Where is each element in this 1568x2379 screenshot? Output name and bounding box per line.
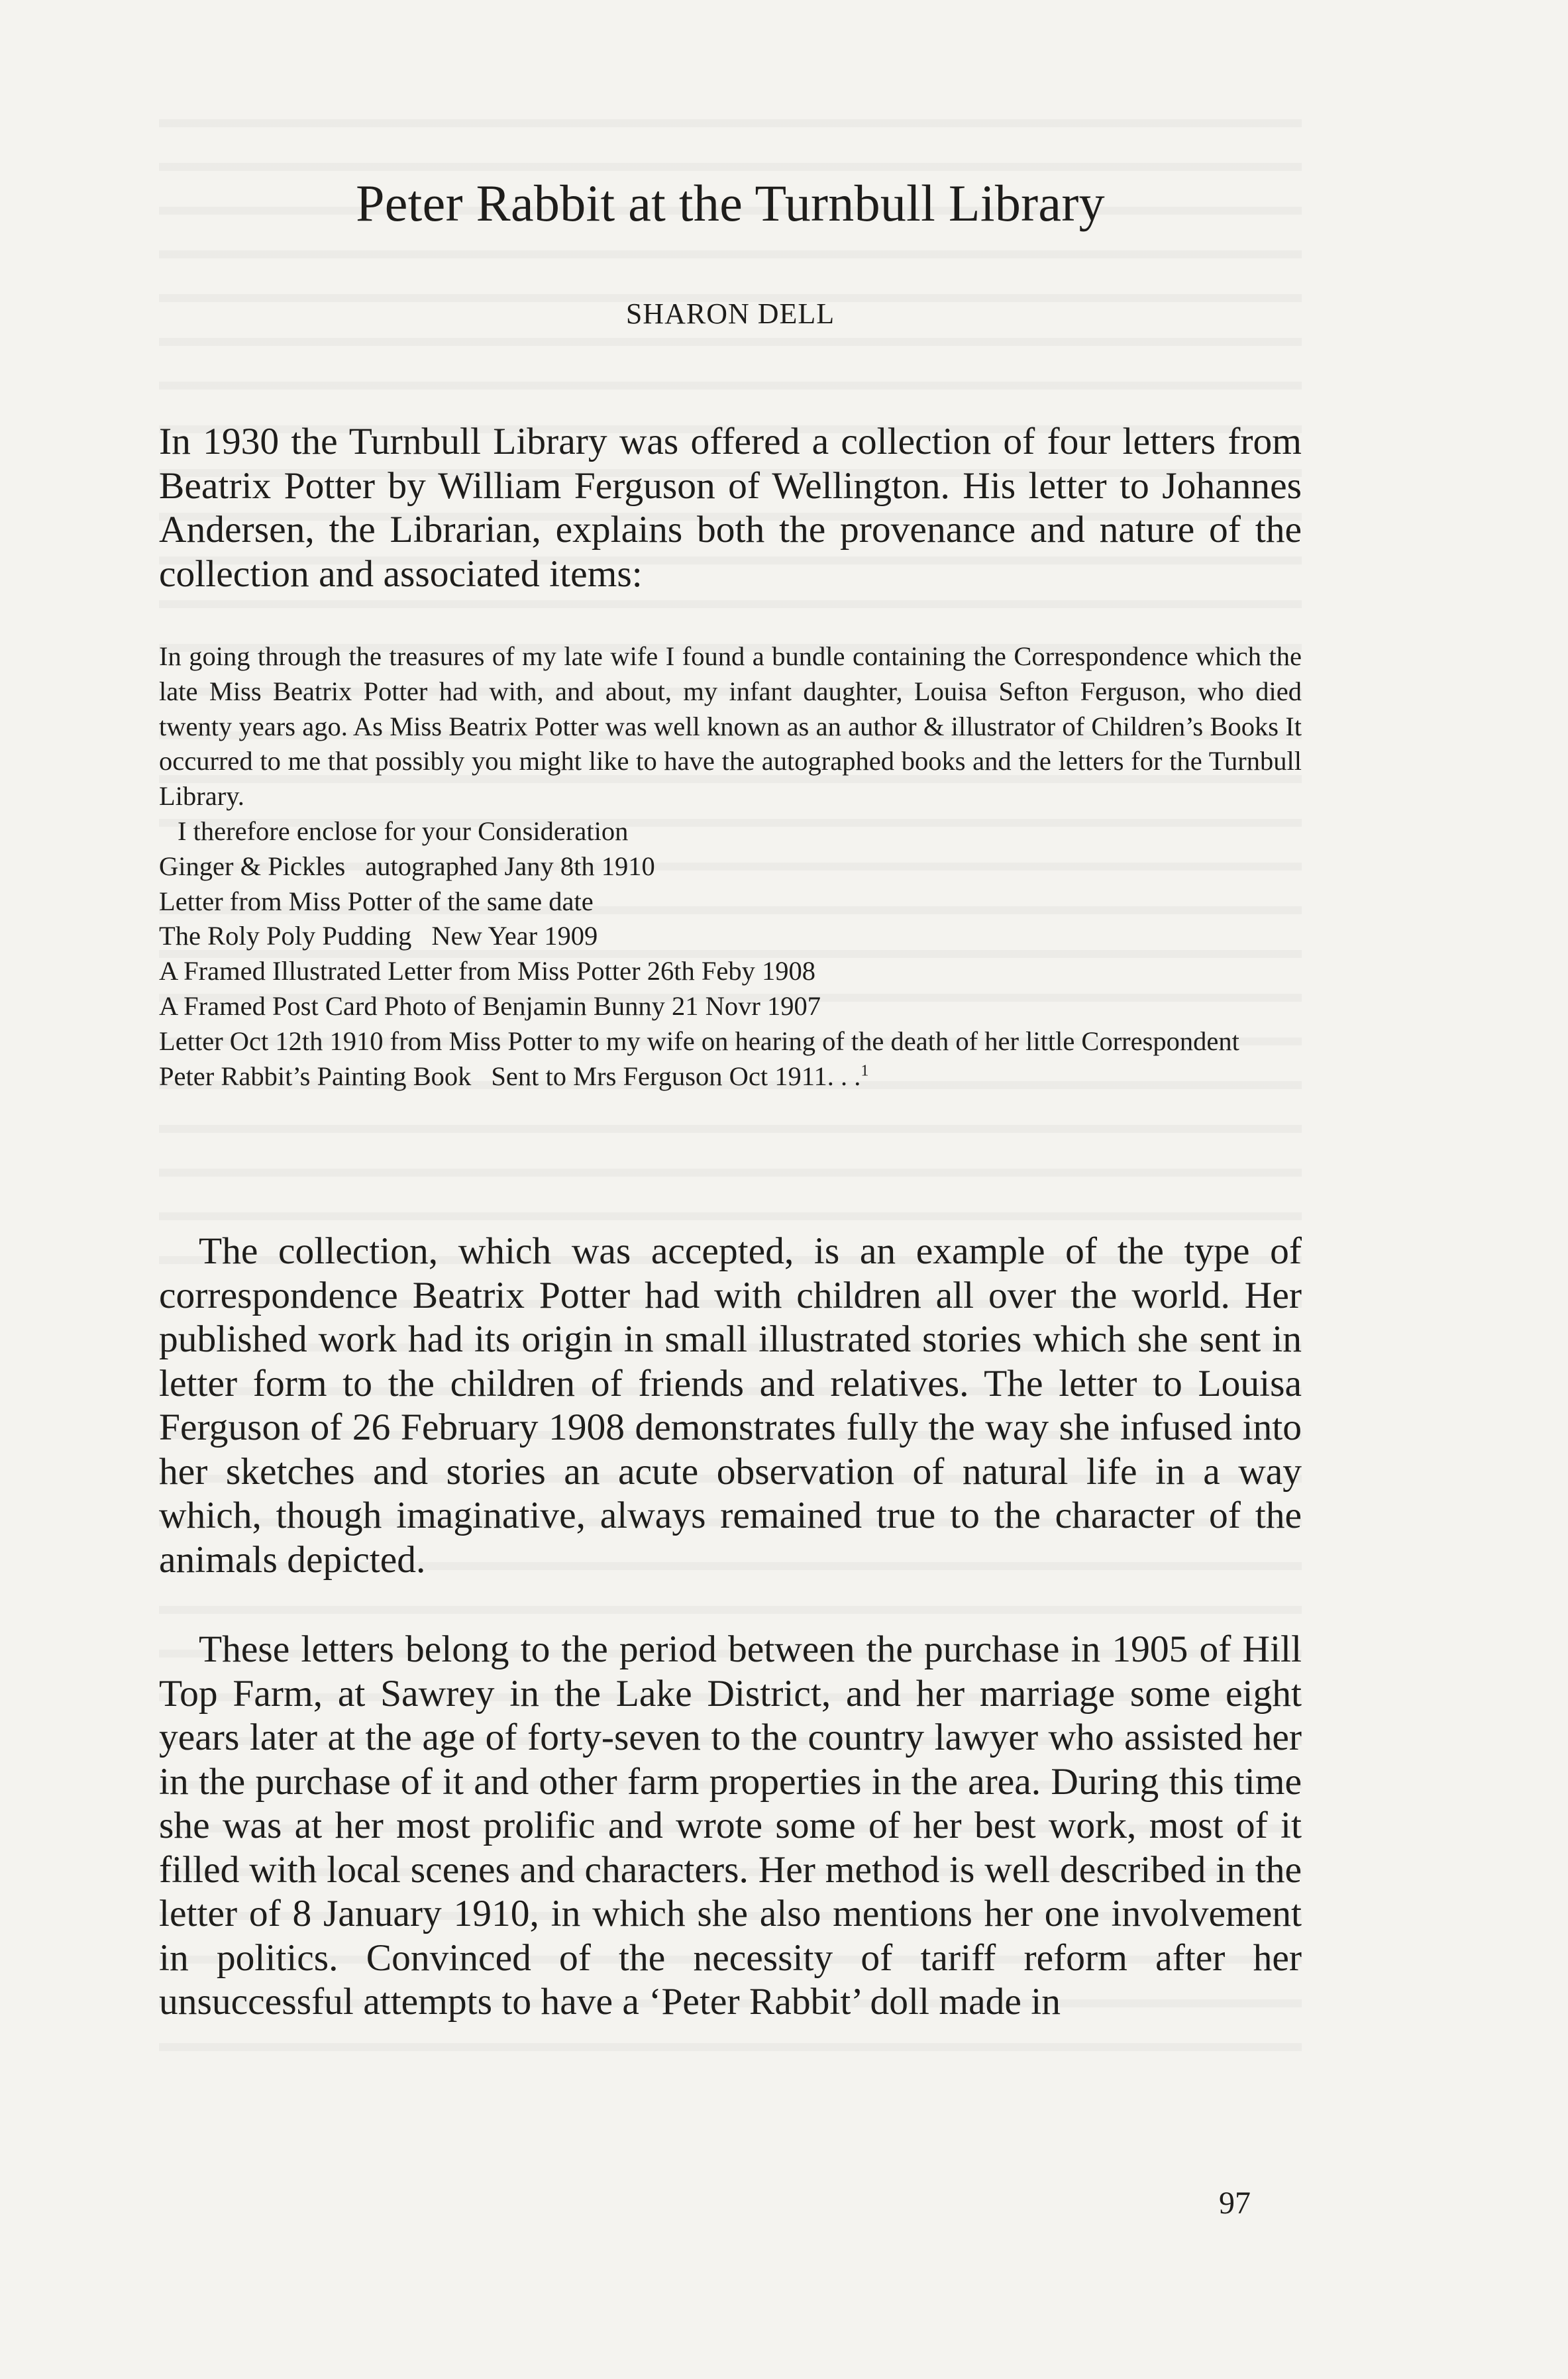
paragraph-intro: In 1930 the Turnbull Library was offered a collection of four letters from Beatrix Potter by William Ferguson of Wellington. His letter to Johannes Andersen, the Librarian, explains both the provenance and nature of the collection and associated items:	[159, 421, 1302, 595]
enclosure-item-name: Ginger & Pickles	[159, 851, 346, 881]
enclosure-item-note: autographed Jany 8th 1910	[365, 851, 655, 881]
enclosure-item-name: Letter from Miss Potter of the same date	[159, 886, 594, 916]
enclosure-item	[159, 919, 1302, 954]
enclosure-item-name: A Framed Illustrated Letter from Miss Potter 26th Feby 1908	[159, 956, 815, 986]
enclosure-item	[159, 989, 1302, 1024]
enclosure-item-name: Peter Rabbit’s Painting Book	[159, 1061, 472, 1091]
enclosure-item	[159, 884, 1302, 920]
quote-enclose-line: I therefore enclose for your Consideration	[178, 816, 629, 846]
paragraph-collection: The collection, which was accepted, is an example of the type of correspondence Beatrix Potter had with children all over the world. Her published work had its origin in small illustrated stories which she sent in letter form to the children of friends and relatives. The letter to Louisa Ferguson of 26 February 1908 demonstrates fully the way she infused into her sketches and stories an acute observation of natural life in a way which, though imaginative, always remained true to the character of the animals depicted.	[159, 1230, 1302, 1581]
enclosure-item-name: A Framed Post Card Photo of Benjamin Bunny 21 Novr 1907	[159, 990, 821, 1021]
enclosure-item	[159, 1059, 1302, 1094]
paragraph-period: These letters belong to the period between the purchase in 1905 of Hill Top Farm, at Sawrey in the Lake District, and her marriage some eight years later at the age of forty-seven to the country lawyer who assisted her in the purchase of it and other farm properties in the area. During this time she was at her most prolific and wrote some of her best work, most of it filled with local scenes and characters. Her method is well described in the letter of 8 January 1910, in which she also mentions her one involvement in politics. Convinced of the necessity of tariff reform after her unsuccessful attempts to have a ‘Peter Rabbit’ doll made in	[159, 1628, 1302, 2023]
quote-intro: In going through the treasures of my late wife I found a bundle containing the Correspondence which the late Miss Beatrix Potter had with, and about, my infant daughter, Louisa Sefton Ferguson, who died twenty years ago. As Miss Beatrix Potter was well known as an author & illustrator of Children’s Books It occurred to me that possibly you might like to have the autographed books and the letters for the Turnbull Library.	[159, 641, 1302, 812]
article-author: SHARON DELL	[625, 297, 835, 330]
enclosure-item	[159, 1024, 1302, 1059]
enclosure-item-note: New Year 1909	[431, 921, 598, 951]
enclosure-item	[159, 954, 1302, 989]
article-title: Peter Rabbit at the Turnbull Library	[356, 174, 1105, 232]
page-number: 97	[1219, 2186, 1251, 2221]
enclosure-item-name: Letter Oct 12th 1910 from Miss Potter to my wife on hearing of the death of her little Correspondent	[159, 1026, 1239, 1056]
enclosure-item-name: The Roly Poly Pudding	[159, 921, 412, 951]
footnote-marker: 1	[861, 1062, 869, 1080]
enclosure-item-note: Sent to Mrs Ferguson Oct 1911. . .	[491, 1061, 861, 1091]
block-quote-letter	[159, 639, 1302, 1094]
enclosure-item	[159, 849, 1302, 884]
